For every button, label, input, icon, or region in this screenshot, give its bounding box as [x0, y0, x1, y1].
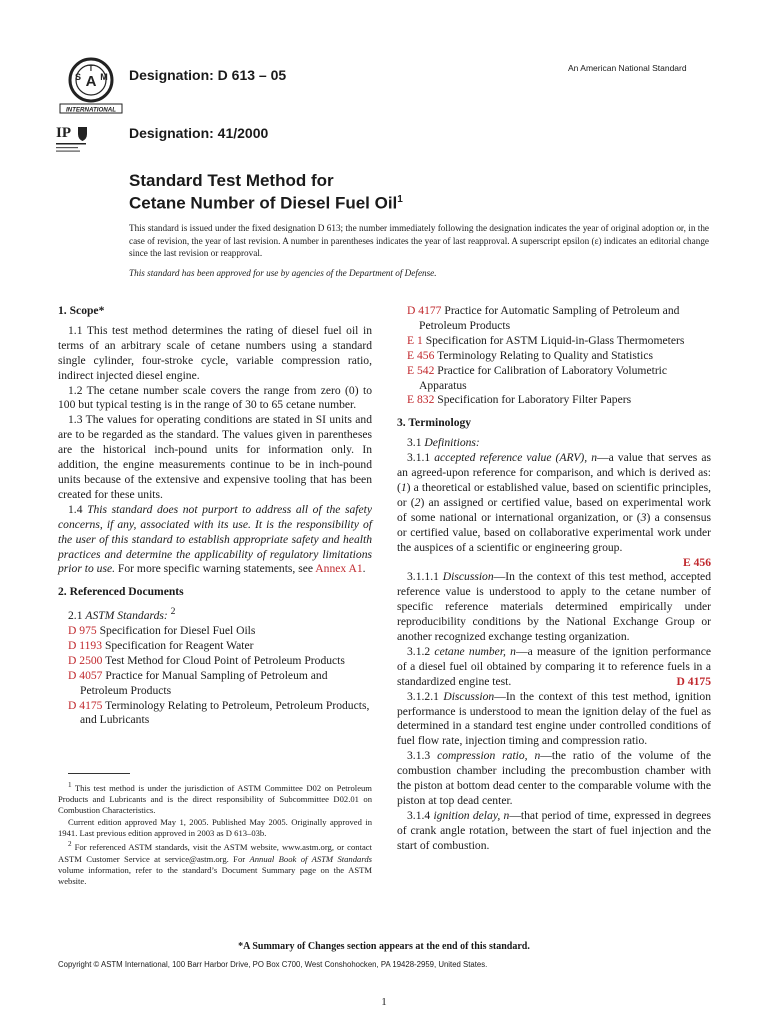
- definitions-label: 3.1 Definitions:: [407, 436, 480, 450]
- page-number: 1: [381, 996, 387, 1008]
- scope-1-1: 1.1 This test method determines the rating of diesel fuel oil in terms of an arbitrary scale of cetane numbers using a standard single cylinder, four-stroke cycle, variable compression ratio, indirect injected diesel engine.: [58, 323, 372, 382]
- reference-title: Test Method for Cloud Point of Petroleum Products: [105, 653, 345, 667]
- section-scope-heading: 1. Scope*: [58, 304, 105, 317]
- reference-item: [397, 364, 711, 394]
- summary-of-changes-note: *A Summary of Changes section appears at the end of this standard.: [238, 941, 530, 952]
- term-3-1-4: 3.1.4 ignition delay, n—that period of time, expressed in degrees of crank angle rotation, between the start of fuel injection and the start of combustion.: [397, 808, 711, 852]
- reference-item: [58, 699, 372, 729]
- reference-code-link[interactable]: D 4177: [407, 304, 442, 317]
- footnotes: [58, 780, 372, 887]
- scope-1-2: 1.2 The cetane number scale covers the range from zero (0) to 100 but typical testing is in the range of 30 to 65 cetane number.: [58, 383, 372, 412]
- svg-text:M: M: [100, 72, 108, 82]
- reference-title: Terminology Relating to Quality and Statistics: [437, 348, 653, 362]
- reference-code-link[interactable]: E 1: [407, 333, 423, 347]
- right-column: [397, 304, 711, 854]
- term-3-1-3: 3.1.3 compression ratio, n—the ratio of the volume of the combustion chamber including the precombustion chamber with the piston at bottom dead center to the comparable volume with the piston at top dead center.: [397, 749, 711, 807]
- copyright-line: Copyright © ASTM International, 100 Barr Harbor Drive, PO Box C700, West Conshohocken, PA 19428-2959, United States.: [58, 960, 488, 969]
- reference-list-left: [58, 624, 372, 728]
- reference-code-link[interactable]: D 975: [68, 623, 97, 637]
- reference-title: Practice for Calibration of Laboratory Volumetric Apparatus: [419, 363, 668, 392]
- reference-item: [58, 624, 372, 639]
- reference-item: [397, 304, 711, 334]
- reference-code-link[interactable]: D 4175: [68, 698, 103, 712]
- reference-code-link[interactable]: D 4057: [68, 668, 103, 682]
- reference-item: [397, 393, 711, 408]
- astm-logo: [58, 56, 124, 116]
- designation-ip: Designation: 41/2000: [129, 125, 269, 141]
- term-3-1-2: 3.1.2 cetane number, n—a measure of the ignition performance of a diesel fuel oil obtained by comparing it to reference fuels in a standardized engine test. D 4175: [397, 644, 711, 688]
- svg-text:IP: IP: [56, 125, 71, 141]
- reference-code-link[interactable]: E 542: [407, 363, 435, 377]
- reference-item: [58, 639, 372, 654]
- svg-text:INTERNATIONAL: INTERNATIONAL: [65, 106, 117, 114]
- scope-1-3: 1.3 The values for operating conditions are stated in SI units and are to be regarded as the standard. The values given in parentheses are the historical inch-pound units for information only. In addition, the engine measurements continue to be in inch-pound units because of the extensive and expensive tooling that has been created for these units.: [58, 413, 372, 501]
- reference-title: Practice for Automatic Sampling of Petroleum and Petroleum Products: [419, 304, 680, 332]
- svg-text:A: A: [85, 73, 97, 90]
- title-line-1: Standard Test Method for: [129, 171, 334, 190]
- left-column: [58, 304, 372, 728]
- svg-text:S: S: [74, 72, 82, 82]
- reference-item: [397, 349, 711, 364]
- reference-title: Specification for Laboratory Filter Papers: [437, 393, 632, 407]
- ip-logo: [56, 124, 92, 158]
- term-3-1-2-1: 3.1.2.1 Discussion—In the context of this test method, ignition performance is understood to mean the ignition delay of the fuel as determined in a standard test engine under controlled conditions of fuel flow rate, injection timing and compression ratio.: [397, 689, 711, 748]
- document-title: [129, 171, 403, 213]
- reference-code-link[interactable]: D 2500: [68, 653, 103, 667]
- svg-text:T: T: [88, 64, 94, 73]
- section-referenced-heading: 2. Referenced Documents: [58, 585, 184, 599]
- footnote-1: $^1$ This test method is under the jurisdiction of ASTM Committee D02 on Petroleum Products and Lubricants and is the direct responsibility of Subcommittee D02.01 on Combustion Characteristics.: [58, 781, 372, 816]
- term-3-1-1: 3.1.1 accepted reference value (ARV), n—a value that serves as an agreed-upon reference for comparison, and which is derived as: (1) a theoretical or established value, based on scientific principles, or (2) an assigned or certified value, based on experimental work of some national or international organization, or (3) a consensus or certified value, based on collaborative experimental work under the auspices of a scientific or engineering group. E 456: [397, 451, 711, 569]
- reference-list-right: [397, 304, 711, 408]
- footnote-1-edition: Current edition approved May 1, 2005. Published May 2005. Originally approved in 1941. Last previous edition approved in 2003 as D 613–03b.: [58, 816, 372, 839]
- term-3-1-1-1: 3.1.1.1 Discussion—In the context of this test method, accepted reference value is understood to apply to the cetane number of specific reference materials determined empirically under reproducibility conditions by the National Exchange Group or another recognized exchange testing organization.: [397, 570, 711, 644]
- reference-code-link[interactable]: E 456: [407, 348, 435, 362]
- reference-title: Specification for Diesel Fuel Oils: [99, 623, 256, 637]
- e456-source-link[interactable]: E 456: [682, 555, 711, 569]
- issuance-note: This standard is issued under the fixed designation D 613; the number immediately following the designation indicates the year of original adoption or, in the case of revision, the year of last revision. A number in parentheses indicates the year of last reapproval. A superscript epsilon (ε) indicates an editorial change since the last revision or reapproval.: [129, 223, 709, 258]
- astm-standards-label: 2.1 ASTM Standards: $^2$: [68, 606, 176, 623]
- annex-a1-link[interactable]: Annex A1: [315, 562, 363, 576]
- reference-code-link[interactable]: E 832: [407, 393, 435, 407]
- reference-title: Specification for Reagent Water: [104, 638, 254, 652]
- national-standard-label: An American National Standard: [568, 63, 687, 73]
- reference-item: [58, 669, 372, 699]
- reference-title: Practice for Manual Sampling of Petroleum and Petroleum Products: [80, 668, 328, 697]
- reference-title: Specification for ASTM Liquid-in-Glass Thermometers: [425, 333, 685, 347]
- reference-code-link[interactable]: D 1193: [68, 638, 103, 652]
- approval-note: This standard has been approved for use by agencies of the Department of Defense.: [129, 268, 437, 278]
- title-footnote-mark: 1: [397, 194, 403, 205]
- reference-title: Terminology Relating to Petroleum, Petroleum Products, and Lubricants: [80, 698, 370, 727]
- footnote-2: $^2$ For referenced ASTM standards, visit the ASTM website, www.astm.org, or contact ASTM Customer Service at service@astm.org. For Annual Book of ASTM Standards volume information, refer to the standard’s Document Summary page on the ASTM website.: [58, 840, 372, 887]
- title-line-2: Cetane Number of Diesel Fuel Oil$^1$: [129, 193, 403, 213]
- reference-item: [58, 654, 372, 669]
- section-terminology-heading: 3. Terminology: [397, 416, 472, 430]
- scope-1-4: 1.4 This standard does not purport to address all of the safety concerns, if any, associated with its use. It is the responsibility of the user of this standard to establish appropriate safety and health practices and determine the applicability of regulatory limitations prior to use. For more specific warning statements, see Annex A1.: [58, 502, 372, 576]
- d4175-source-link[interactable]: D 4175: [676, 674, 711, 688]
- footnote-divider: [68, 773, 130, 774]
- designation-astm: Designation: D 613 – 05: [129, 67, 287, 83]
- reference-item: [397, 334, 711, 349]
